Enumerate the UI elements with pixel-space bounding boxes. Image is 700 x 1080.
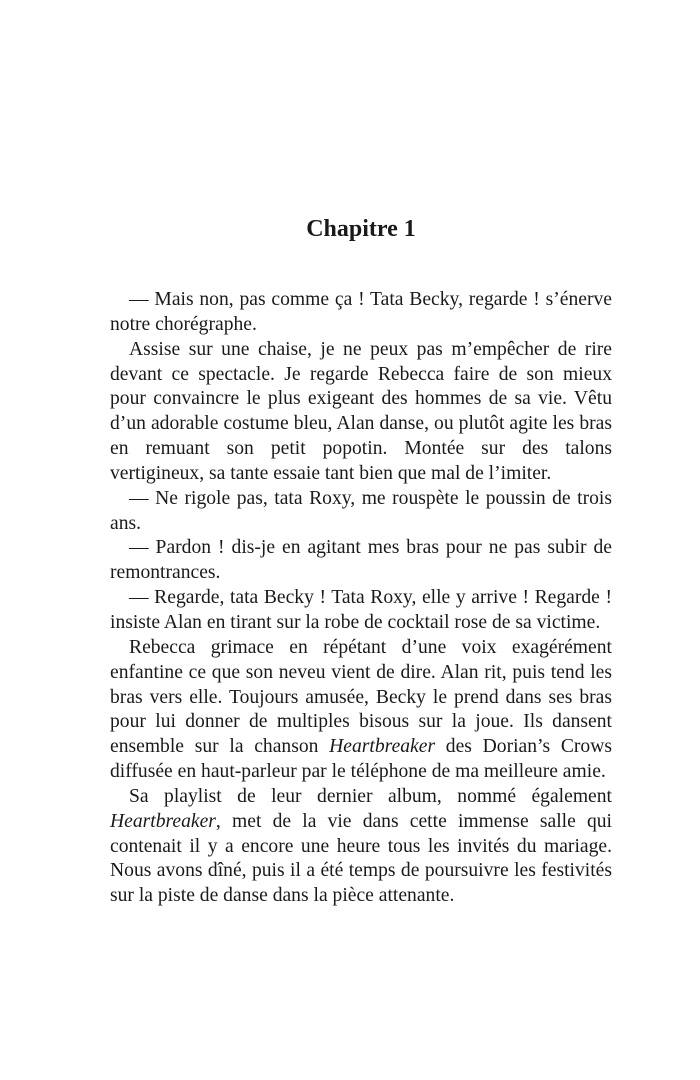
- paragraph-6: [110, 636, 612, 785]
- song-title: Heartbreaker: [329, 736, 436, 758]
- paragraph-1: — Mais non, pas comme ça ! Tata Becky, regarde ! s’énerve notre chorégraphe.: [110, 289, 612, 335]
- paragraph-3: — Ne rigole pas, tata Roxy, me rouspète le poussin de trois ans.: [110, 487, 612, 534]
- chapter-title: Chapitre 1: [306, 216, 416, 242]
- paragraph-6-part2: des Dorian’s Crows diffusée en haut-parleur par le téléphone de ma meilleure amie.: [110, 736, 612, 783]
- paragraph-6-part1: Rebecca grimace en répétant d’une voix exagérément enfantine ce que son neveu vient de dire. Alan rit, puis tend les bras vers elle. Toujours amusée, Becky le prend dans ses bras pour lui donner de multiples bisous sur la joue. Ils dansent ensemble sur la chanson: [110, 636, 612, 758]
- paragraph-5: — Regarde, tata Becky ! Tata Roxy, elle y arrive ! Regarde ! insiste Alan en tirant sur la robe de cocktail rose de sa victime.: [110, 587, 612, 633]
- paragraph-7-part1: Sa playlist de leur dernier album, nommé également: [129, 785, 612, 807]
- paragraph-2: Assise sur une chaise, je ne peux pas m’empêcher de rire devant ce spectacle. Je regarde Rebecca faire de son mieux pour convaincre le plus exigeant des hommes de sa vie. Vêtu d’un adorable costume bleu, Alan danse, ou plutôt agite les bras en remuant son petit popotin. Montée sur des talons vertigineux, sa tante essaie tant bien que mal de l’imiter.: [110, 338, 612, 484]
- chapter-body: [110, 288, 612, 909]
- paragraph-4: — Pardon ! dis-je en agitant mes bras pour ne pas subir de remontrances.: [110, 537, 612, 584]
- album-title: Heartbreaker: [110, 810, 216, 832]
- paragraph-7: [110, 785, 612, 909]
- paragraph-7-part2: , met de la vie dans cette immense salle qui contenait il y a encore une heure tous les invités du mariage. Nous avons dîné, puis il a été temps de poursuivre les festivités sur la piste de danse dans la pièce attenante.: [110, 810, 612, 907]
